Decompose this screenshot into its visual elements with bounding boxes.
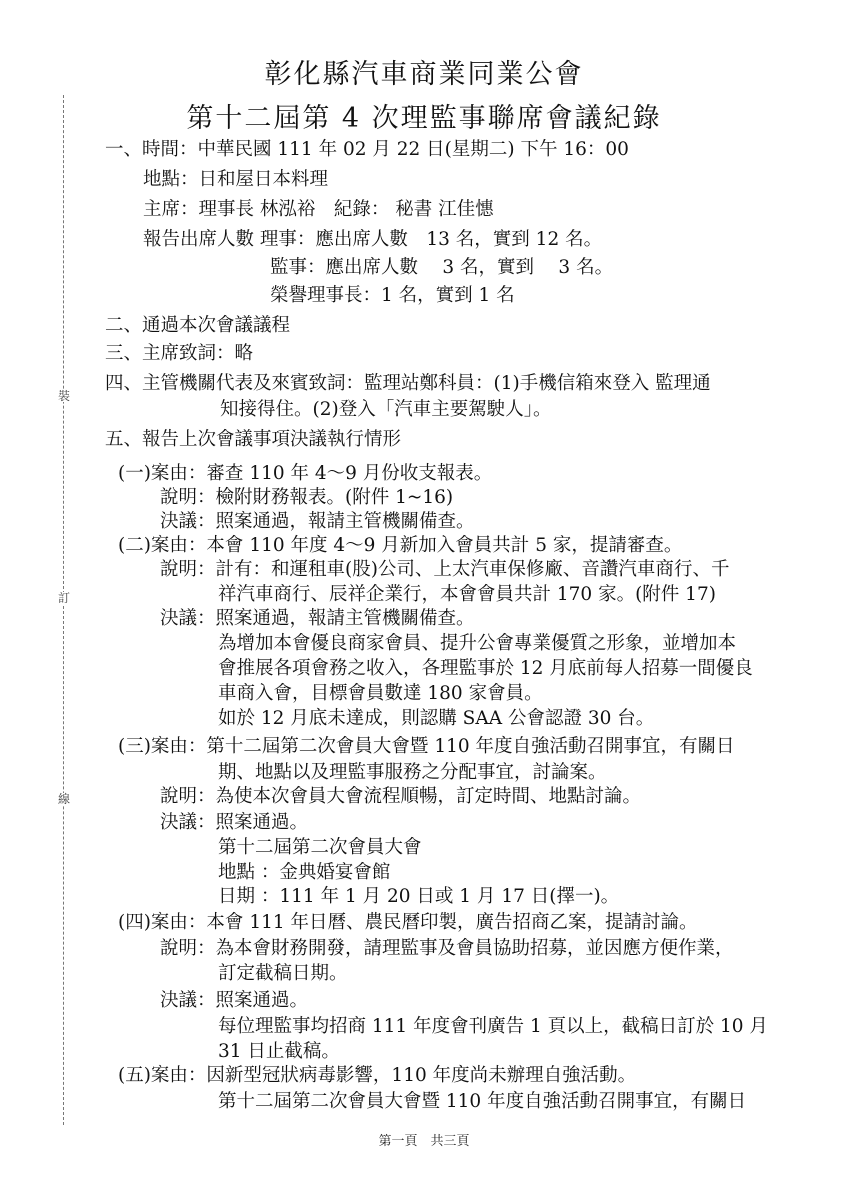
case-4-explanation: 說明：為本會財務開發，請理監事及會員協助招募，並因應方便作業， <box>160 938 734 959</box>
meeting-title: 第十二屆第 4 次理監事聯席會議紀錄 <box>186 103 662 134</box>
case-4-detail: 每位理監事均招商 111 年度會刊廣告 1 頁以上，截稿日訂於 10 月 <box>218 1016 768 1037</box>
section-1-time: 一、時間：中華民國 111 年 02 月 22 日(星期二) 下午 16：00 <box>105 139 629 160</box>
case-2-note: 如於 12 月底未達成，則認購 SAA 公會認證 30 台。 <box>218 708 655 729</box>
case-4-resolution: 決議：照案通過。 <box>160 990 309 1011</box>
attendance-supervisors: 監事：應出席人數 3 名，實到 3 名。 <box>270 257 614 278</box>
section-3: 三、主席致詞：略 <box>105 343 254 364</box>
case-2-note: 會推展各項會務之收入，各理監事於 12 月底前每人招募一間優良 <box>218 658 753 679</box>
meeting-location: 地點：日和屋日本料理 <box>143 169 329 190</box>
binding-mark: 裝 <box>58 389 71 403</box>
section-4: 四、主管機關代表及來賓致詞：監理站鄭科員：(1)手機信箱來登入 監理通 <box>105 373 711 394</box>
case-2-explanation: 說明：計有：和運租車(股)公司、上太汽車保修廠、音讚汽車商行、千 <box>160 559 730 580</box>
attendance-honorary: 榮譽理事長：1 名，實到 1 名 <box>270 285 515 306</box>
case-3-explanation: 說明：為使本次會員大會流程順暢，訂定時間、地點討論。 <box>160 786 642 807</box>
page-number: 第一頁 共三頁 <box>378 1134 470 1149</box>
case-3-detail: 日期 ：111 年 1 月 20 日或 1 月 17 日(擇一)。 <box>218 886 620 907</box>
case-3-subject: (三)案由：第十二屆第二次會員大會暨 110 年度自強活動召開事宜，有關日 <box>118 736 735 757</box>
case-3-resolution: 決議：照案通過。 <box>160 812 309 833</box>
section-5: 五、報告上次會議事項決議執行情形 <box>105 429 402 450</box>
case-1-resolution: 決議：照案通過，報請主管機關備查。 <box>160 511 475 532</box>
case-3-subject-continued: 期、地點以及理監事服務之分配事宜，討論案。 <box>218 762 607 783</box>
binding-line <box>63 95 64 1125</box>
chair-and-recorder: 主席：理事長 林泓裕 紀錄： 秘書 江佳憓 <box>143 199 494 220</box>
attendance-directors: 報告出席人數 理事：應出席人數 13 名，實到 12 名。 <box>143 229 603 250</box>
case-2-note: 為增加本會優良商家會員、提升公會專業優質之形象，並增加本 <box>218 633 737 654</box>
case-2-resolution: 決議：照案通過，報請主管機關備查。 <box>160 608 475 629</box>
section-4-continued: 知接得住。(2)登入「汽車主要駕駛人」。 <box>220 399 552 420</box>
case-4-detail: 31 日止截稿。 <box>218 1041 340 1062</box>
binding-mark: 訂 <box>58 591 71 605</box>
case-1-subject: (一)案由：審查 110 年 4～9 月份收支報表。 <box>118 463 493 484</box>
case-5-detail: 第十二屆第二次會員大會暨 110 年度自強活動召開事宜，有關日 <box>218 1091 747 1112</box>
case-5-subject: (五)案由：因新型冠狀病毒影響，110 年度尚未辦理自強活動。 <box>118 1065 637 1086</box>
case-2-explanation-continued: 祥汽車商行、辰祥企業行，本會會員共計 170 家。(附件 17) <box>218 584 716 605</box>
binding-mark: 線 <box>58 792 71 806</box>
case-1-explanation: 說明：檢附財務報表。(附件 1~16) <box>160 487 454 508</box>
case-4-explanation-continued: 訂定截稿日期。 <box>218 963 348 984</box>
case-3-detail: 第十二屆第二次會員大會 <box>218 837 422 858</box>
organization-title: 彰化縣汽車商業同業公會 <box>264 59 584 90</box>
case-2-note: 車商入會，目標會員數達 180 家會員。 <box>218 683 543 704</box>
case-3-detail: 地點 ：金典婚宴會館 <box>218 862 391 883</box>
case-2-subject: (二)案由：本會 110 年度 4～9 月新加入會員共計 5 家，提請審查。 <box>118 535 683 556</box>
section-2: 二、通過本次會議議程 <box>105 315 291 336</box>
case-4-subject: (四)案由：本會 111 年日曆、農民曆印製，廣告招商乙案，提請討論。 <box>118 912 698 933</box>
